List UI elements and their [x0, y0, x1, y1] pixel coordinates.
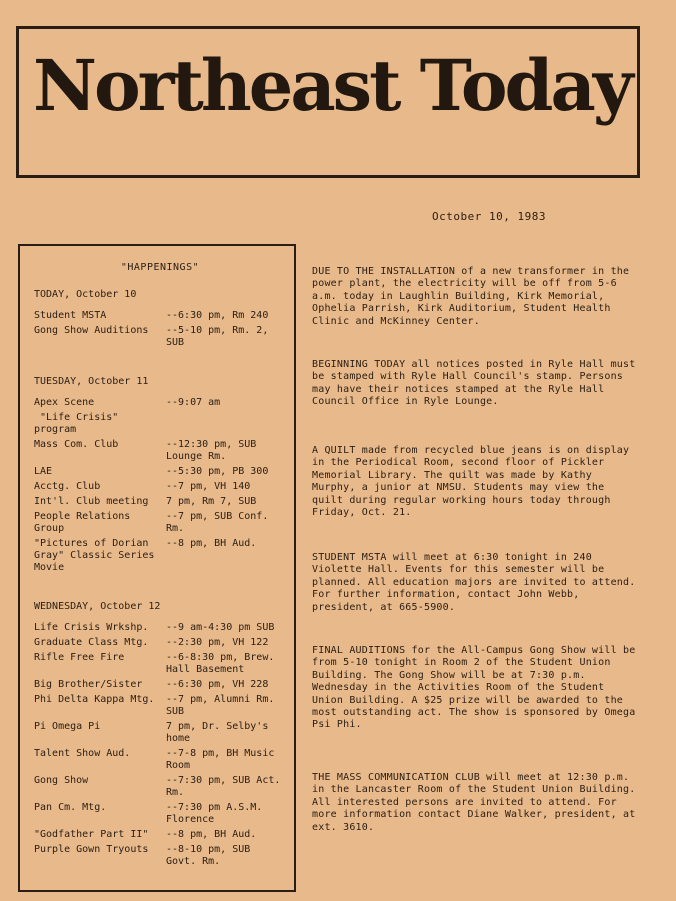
event-row	[34, 622, 286, 634]
event-name: "Pictures of Dorian Gray" Classic Series Movie	[34, 538, 161, 573]
event-name: Student MSTA	[34, 310, 107, 321]
event-row	[34, 748, 286, 772]
event-name: Int'l. Club meeting	[34, 496, 149, 507]
event-name: "Life Crisis" program	[34, 412, 125, 435]
event-name: Pi Omega Pi	[34, 721, 101, 732]
event-row	[34, 412, 286, 436]
event-detail: --8-10 pm, SUB Govt. Rm.	[166, 844, 257, 867]
day-heading: TUESDAY, October 11	[34, 376, 149, 387]
day-heading: WEDNESDAY, October 12	[34, 601, 161, 612]
announcement-text: FINAL AUDITIONS for the All-Campus Gong Show will be from 5-10 tonight in Room 2 of the Student Union Building. The Gong Show will be at 7:30 p.m. Wednesday in the Activities Room of the Student Union Building. A $25 prize will be awarded to the most outstanding act. The show is sponsored by Omega Psi Phi.	[312, 645, 636, 731]
announcement	[312, 359, 638, 409]
event-row	[34, 721, 286, 745]
event-detail: --7 pm, VH 140	[166, 481, 251, 492]
announcement	[312, 266, 638, 328]
happenings-box	[18, 244, 296, 892]
event-row	[34, 310, 286, 322]
event-name: Rifle Free Fire	[34, 652, 125, 663]
event-detail: --12:30 pm, SUB Lounge Rm.	[166, 439, 263, 462]
event-detail: --7 pm, SUB Conf. Rm.	[166, 511, 275, 534]
event-row	[34, 844, 286, 868]
happenings-title: "HAPPENINGS"	[120, 262, 200, 273]
announcement-text: BEGINNING TODAY all notices posted in Ryle Hall must be stamped with Ryle Hall Council's stamp. Persons may have their notices stamped at the Ryle Hall Council Office in Ryle Lounge.	[312, 359, 636, 408]
event-name: Graduate Class Mtg.	[34, 637, 149, 648]
day-heading: TODAY, October 10	[34, 289, 137, 300]
event-detail: --7:30 pm A.S.M. Florence	[166, 802, 269, 825]
announcement-text: A QUILT made from recycled blue jeans is on display in the Periodical Room, second floor of Pickler Memorial Library. The quilt was made by Kathy Murphy, a junior at NMSU. Students may view the quilt during regular working hours today through Friday, Oct. 21.	[312, 445, 630, 519]
event-name: People Relations Group	[34, 511, 137, 534]
event-row	[34, 325, 286, 349]
event-name: Big Brother/Sister	[34, 679, 143, 690]
event-detail: --5-10 pm, Rm. 2, SUB	[166, 325, 275, 348]
event-name: Life Crisis Wrkshp.	[34, 622, 149, 633]
event-row	[34, 679, 286, 691]
event-row	[34, 481, 286, 493]
happenings-day	[34, 376, 286, 574]
event-detail: 7 pm, Dr. Selby's home	[166, 721, 275, 744]
event-row	[34, 439, 286, 463]
announcement	[312, 772, 638, 834]
event-detail: --7:30 pm, SUB Act. Rm.	[166, 775, 287, 798]
event-row	[34, 652, 286, 676]
event-name: Purple Gown Tryouts	[34, 844, 149, 855]
announcement	[312, 552, 638, 614]
event-name: LAE	[34, 466, 53, 477]
announcement-text: STUDENT MSTA will meet at 6:30 tonight in 240 Violette Hall. Events for this semester will be planned. All education majors are invited to attend. For further information, contact John Webb, president, at 665-5900.	[312, 552, 636, 613]
announcement-text: DUE TO THE INSTALLATION of a new transformer in the power plant, the electricity will be off from 5-6 a.m. today in Laughlin Building, Kirk Memorial, Ophelia Parrish, Kirk Auditorium, Student Health Clinic and McKinney Center.	[312, 266, 630, 327]
happenings-day	[34, 289, 286, 349]
newspaper-title: Northeast Today	[33, 44, 631, 127]
announcement-text: THE MASS COMMUNICATION CLUB will meet at 12:30 p.m. in the Lancaster Room of the Student Union Building. All interested persons are invited to attend. For more information contact Diane Walker, president, at ext. 3610.	[312, 772, 636, 833]
event-row	[34, 694, 286, 718]
event-row	[34, 802, 286, 826]
event-row	[34, 397, 286, 409]
event-name: Acctg. Club	[34, 481, 101, 492]
event-row	[34, 511, 286, 535]
happenings-list	[34, 289, 286, 868]
announcement	[312, 445, 638, 519]
event-row	[34, 496, 286, 508]
event-detail: --6:30 pm, VH 228	[166, 679, 269, 690]
event-detail: --2:30 pm, VH 122	[166, 637, 269, 648]
event-detail	[166, 412, 286, 436]
event-detail: 7 pm, Rm 7, SUB	[166, 496, 257, 507]
event-detail: --6:30 pm, Rm 240	[166, 310, 269, 321]
event-row	[34, 637, 286, 649]
event-name: Talent Show Aud.	[34, 748, 131, 759]
masthead	[16, 26, 640, 178]
event-name: Pan Cm. Mtg.	[34, 802, 107, 813]
event-row	[34, 829, 286, 841]
event-detail: --8 pm, BH Aud.	[166, 829, 257, 840]
happenings-day	[34, 601, 286, 868]
event-detail: --5:30 pm, PB 300	[166, 466, 269, 477]
event-detail: --9 am-4:30 pm SUB	[166, 622, 275, 633]
event-name: Gong Show	[34, 775, 89, 786]
event-row	[34, 538, 286, 574]
event-detail: --8 pm, BH Aud.	[166, 538, 257, 549]
event-detail: --7 pm, Alumni Rm. SUB	[166, 694, 281, 717]
event-name: Apex Scene	[34, 397, 95, 408]
event-row	[34, 775, 286, 799]
event-detail: --7-8 pm, BH Music Room	[166, 748, 281, 771]
event-name: "Godfather Part II"	[34, 829, 149, 840]
event-detail: --9:07 am	[166, 397, 221, 408]
announcement	[312, 645, 638, 732]
event-row	[34, 466, 286, 478]
event-detail: --6-8:30 pm, Brew. Hall Basement	[166, 652, 281, 675]
issue-date: October 10, 1983	[432, 210, 546, 223]
event-name: Gong Show Auditions	[34, 325, 149, 336]
event-name: Mass Com. Club	[34, 439, 119, 450]
event-name: Phi Delta Kappa Mtg.	[34, 694, 155, 705]
